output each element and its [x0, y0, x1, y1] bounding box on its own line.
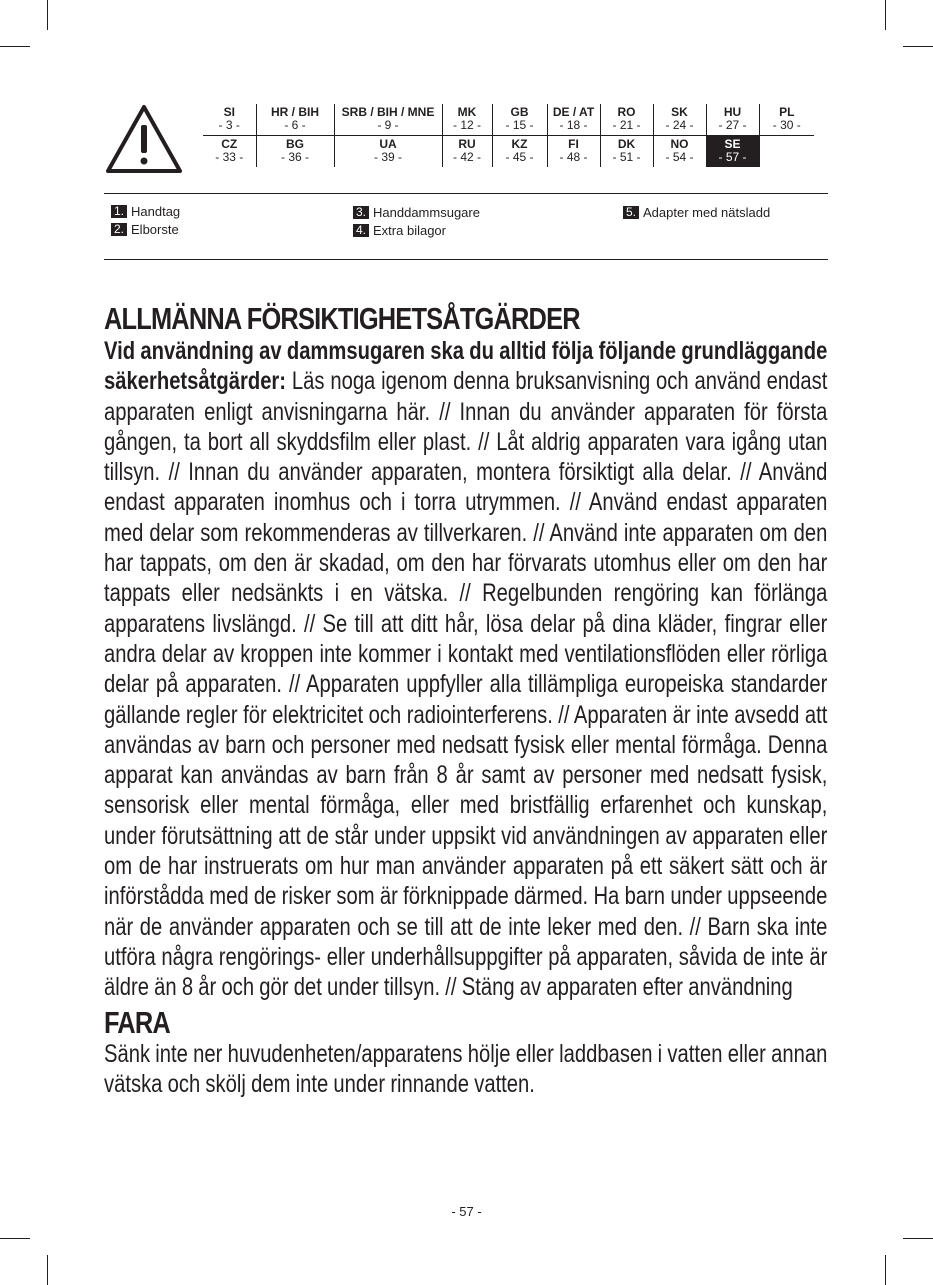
crop-mark [903, 1238, 933, 1239]
part-item [111, 203, 180, 220]
language-cell[interactable]: HR / BIH - 6 - [256, 104, 334, 136]
part-number: 1. [111, 205, 127, 218]
crop-mark [0, 1238, 30, 1239]
section-body [104, 337, 827, 1004]
warning-icon [104, 103, 184, 175]
part-item [353, 204, 480, 221]
crop-mark [47, 0, 48, 30]
language-cell[interactable]: MK - 12 - [442, 104, 492, 136]
language-row [203, 136, 814, 168]
danger-title: FARA [104, 1005, 170, 1040]
part-label: Extra bilagor [373, 223, 446, 238]
section-text: Läs noga igenom denna bruksanvisning och använd endast apparaten enligt anvisningarna här. // Innan du använder apparaten för första gången, ta bort all skyddsfilm eller plast. // Låt aldrig apparaten vara igång utan tillsyn. // Innan du använder apparaten, montera försiktigt alla delar. // Använd endast apparaten inomhus och i torra utrymmen. // Använd endast apparaten med delar som rekommenderas av tillverkaren. // Använd inte apparaten om den har tappats, om den är skadad, om den har förvarats utomhus eller om den har tappats eller nedsänkts i en vätska. // Regelbunden rengöring kan förlänga apparatens livslängd. // Se till att ditt hår, lösa delar på dina kläder, fingrar eller andra delar av kroppen inte kommer i kontakt med ventilationsflöden eller rörliga delar på apparaten. // Apparaten uppfyller alla tillämpliga europeiska standarder gällande regler för elektricitet och radiointerferens. // Apparaten är inte avsedd att användas av barn och personer med nedsatt fysisk eller mental förmåga. Denna apparat kan användas av barn från 8 år samt av personer med nedsatt fysisk, sensorisk eller mental förmåga, eller med bristfällig erfarenhet och kunskap, under förutsättning att de står under uppsikt vid användningen av apparaten eller om de har instruerats om hur man använder apparaten på ett säkert sätt och är införstådda med de risker som är förknippade därmed. Ha barn under uppseende när de använder apparaten och se till att de inte leker med den. // Barn ska inte utföra några rengörings- eller underhållsuppgifter på apparaten, såvida de inte är äldre än 8 år och gör det under tillsyn. // Stäng av apparaten efter användning [104, 368, 828, 1002]
language-cell[interactable]: DE / AT - 18 - [547, 104, 600, 136]
danger-body: Sänk inte ner huvudenheten/apparatens hölje eller laddbasen i vatten eller annan vätska och skölj dem inte under rinnande vatten. [104, 1041, 828, 1099]
language-cell-empty [759, 136, 814, 168]
language-cell[interactable]: SRB / BIH / MNE - 9 - [334, 104, 442, 136]
language-cell[interactable]: CZ - 33 - [215, 137, 244, 164]
language-cell[interactable]: RO - 21 - [600, 104, 653, 136]
part-item [623, 204, 770, 221]
part-label: Elborste [131, 222, 179, 237]
language-cell[interactable]: UA - 39 - [334, 136, 442, 168]
part-number: 4. [353, 224, 369, 237]
language-cell[interactable]: FI - 48 - [547, 136, 600, 168]
language-cell[interactable]: NO - 54 - [653, 136, 706, 168]
language-row [203, 104, 814, 136]
language-cell[interactable]: SI - 3 - [203, 104, 256, 136]
language-cell[interactable]: KZ - 45 - [492, 136, 547, 168]
part-number: 2. [111, 223, 127, 236]
part-number: 5. [623, 206, 639, 219]
divider [104, 259, 828, 260]
language-cell-active[interactable]: SE - 57 - [706, 136, 759, 168]
section-title: ALLMÄNNA FÖRSIKTIGHETSÅTGÄRDER [104, 301, 580, 336]
crop-mark [0, 46, 30, 47]
part-label: Adapter med nätsladd [643, 205, 771, 220]
part-number: 3. [353, 206, 369, 219]
crop-mark [885, 0, 886, 30]
language-cell[interactable]: BG - 36 - [256, 136, 334, 168]
divider [104, 193, 828, 194]
language-index-table [203, 104, 814, 167]
language-cell[interactable]: DK - 51 - [600, 136, 653, 168]
section-lead: Vid användning av dammsugaren ska du alltid följa följande grundläggande säkerhetsåtgärder: [104, 338, 828, 396]
language-cell[interactable]: HU - 27 - [706, 104, 759, 136]
language-cell[interactable]: PL - 30 - [759, 104, 814, 136]
part-label: Handtag [131, 204, 181, 219]
page-number: - 57 - [451, 1204, 482, 1219]
language-cell[interactable]: GB - 15 - [492, 104, 547, 136]
crop-mark [47, 1255, 48, 1285]
part-label: Handdammsugare [373, 205, 480, 220]
language-cell[interactable]: RU - 42 - [442, 136, 492, 168]
crop-mark [903, 46, 933, 47]
language-cell[interactable]: SK - 24 - [653, 104, 706, 136]
crop-mark [885, 1255, 886, 1285]
part-item [353, 222, 446, 239]
part-item [111, 221, 179, 238]
